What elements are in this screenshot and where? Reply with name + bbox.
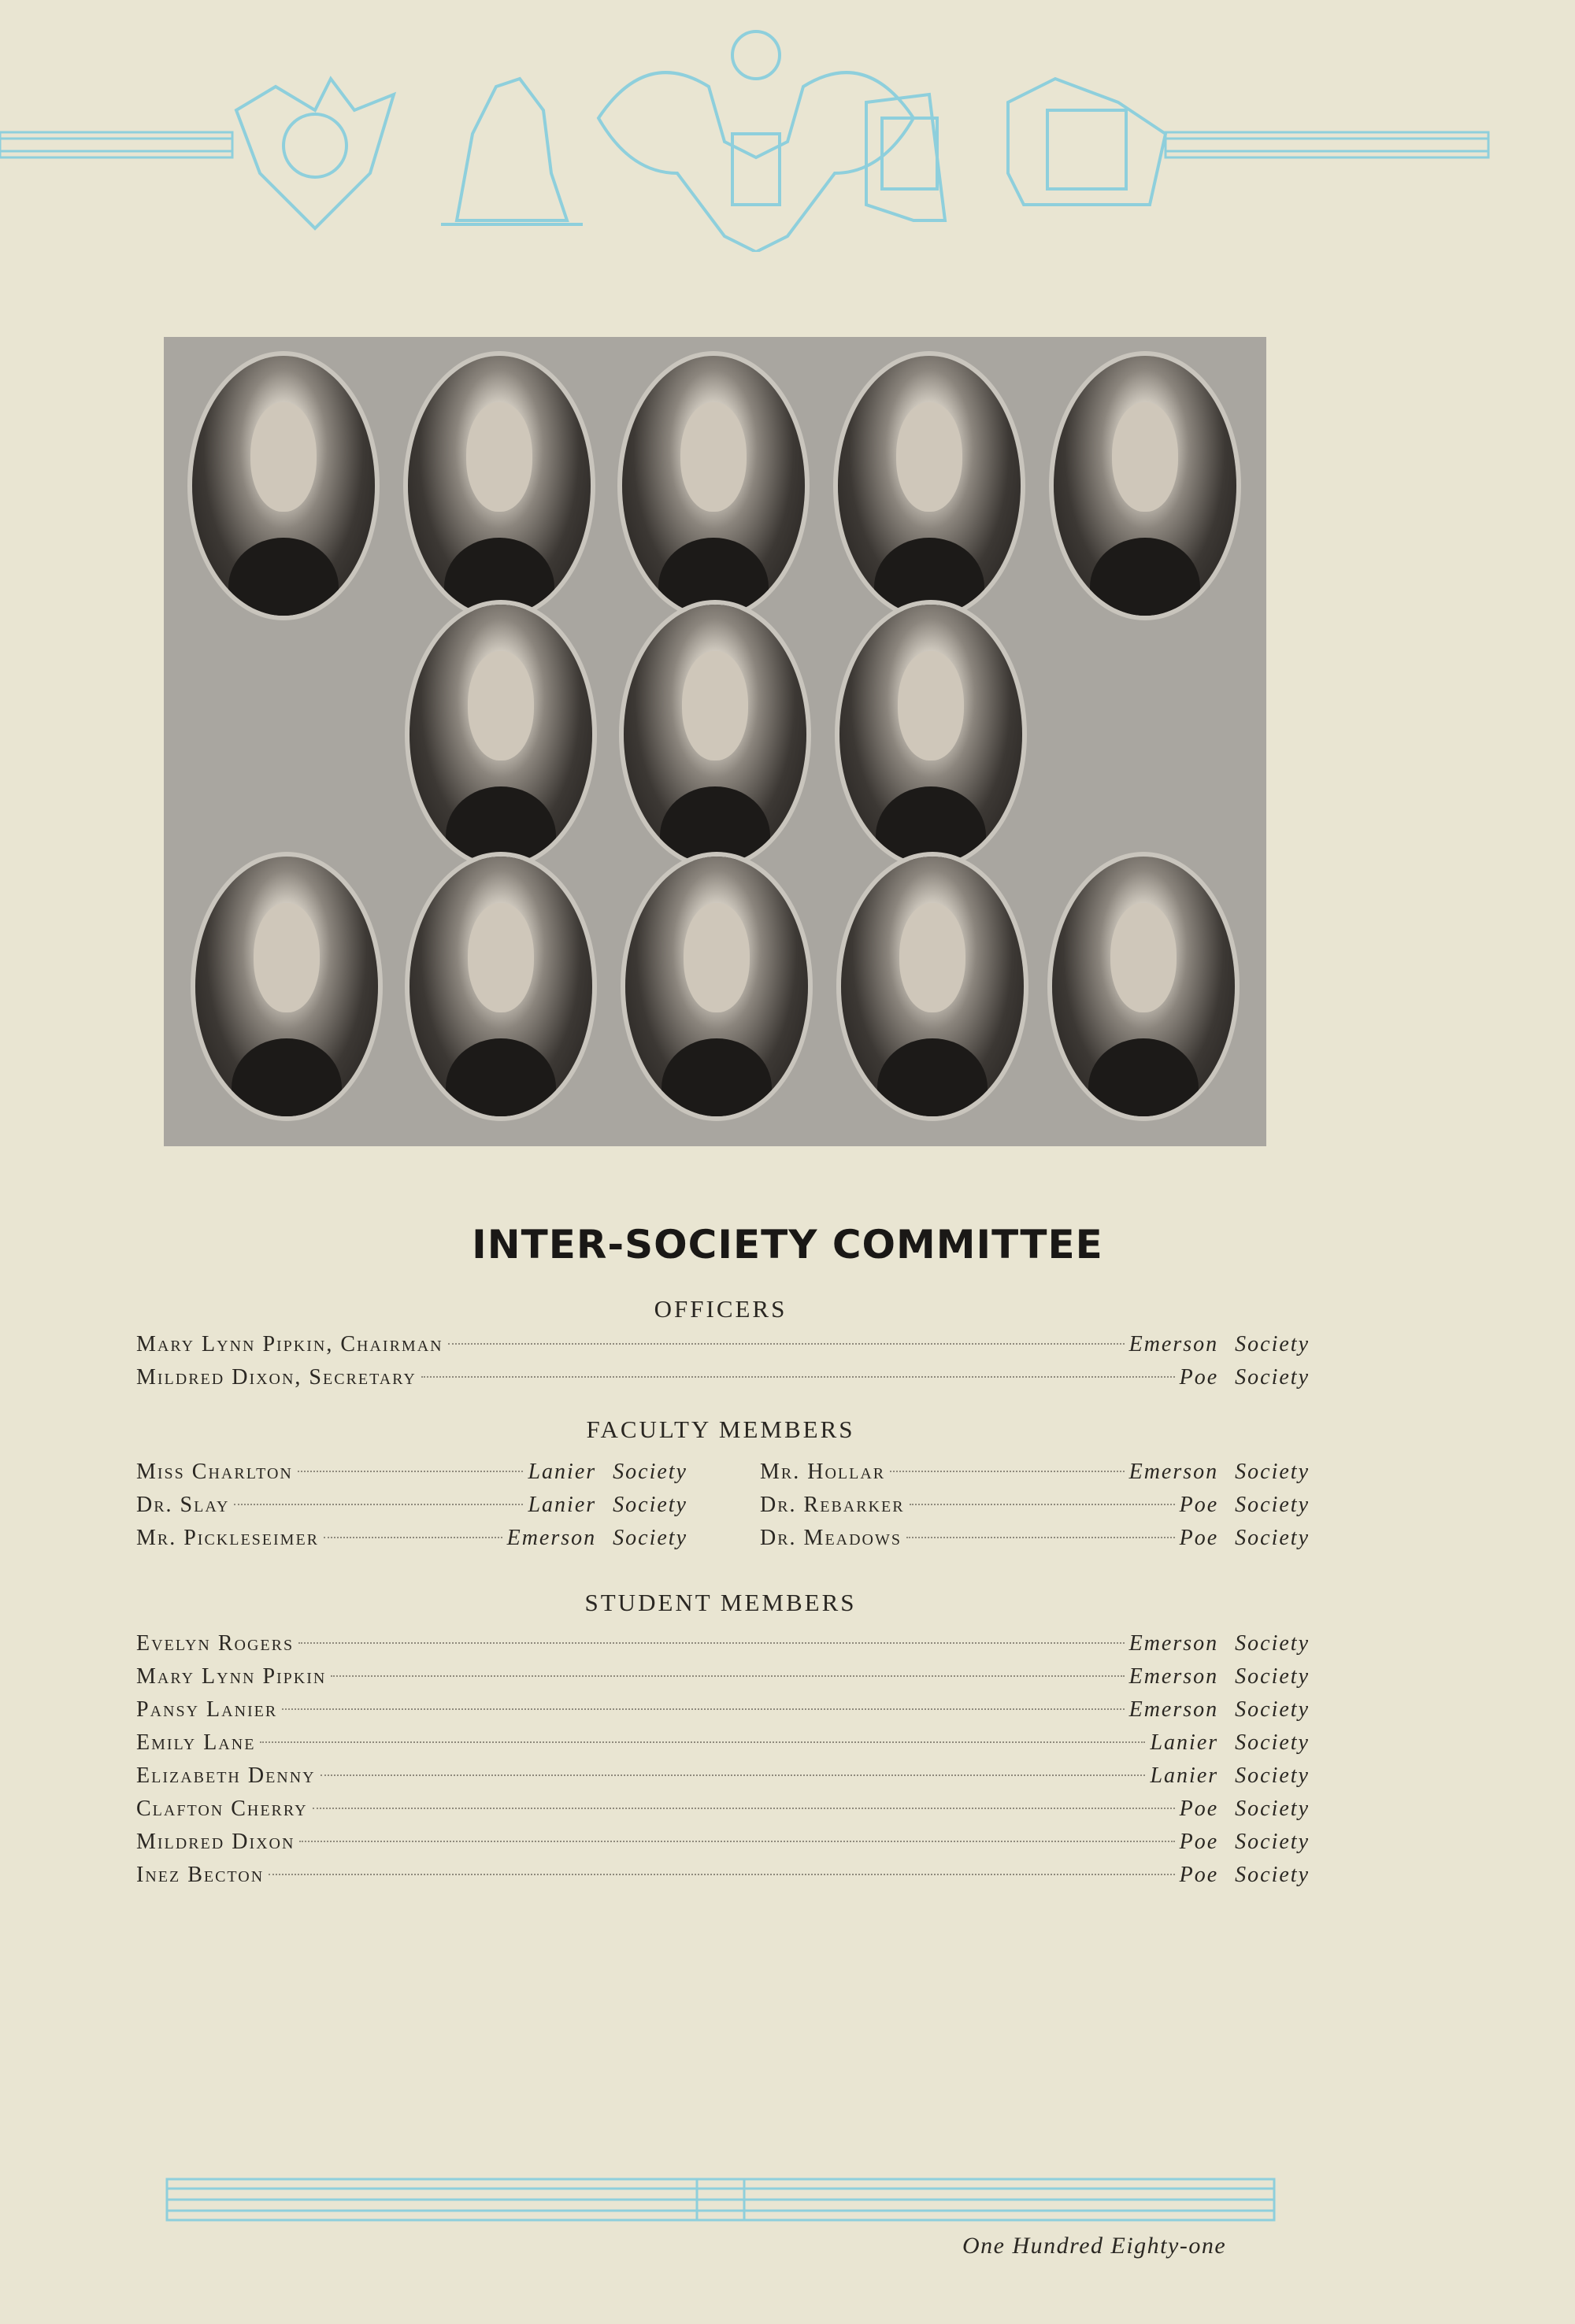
member-name: Elizabeth Denny — [136, 1763, 316, 1788]
student-row — [136, 1727, 1310, 1759]
member-name: Dr. Meadows — [760, 1526, 902, 1550]
portrait-9 — [195, 857, 378, 1116]
student-row — [136, 1760, 1310, 1792]
portrait-1 — [192, 356, 375, 616]
portrait-11 — [625, 857, 808, 1116]
member-name: Mary Lynn Pipkin, Chairman — [136, 1332, 443, 1356]
dot-leader — [282, 1708, 1124, 1710]
bottom-ornamental-rule — [165, 2174, 1276, 2230]
member-name: Clafton Cherry — [136, 1797, 308, 1821]
faculty-row — [136, 1523, 687, 1554]
dot-leader — [234, 1504, 523, 1505]
dot-leader — [331, 1675, 1124, 1677]
member-name: Miss Charlton — [136, 1460, 293, 1484]
dot-leader — [260, 1741, 1145, 1743]
portrait-13 — [1052, 857, 1235, 1116]
portrait-4 — [838, 356, 1021, 616]
students-heading: STUDENT MEMBERS — [584, 1589, 857, 1616]
member-society: Lanier Society — [528, 1460, 687, 1484]
member-name: Mr. Pickleseimer — [136, 1526, 320, 1550]
member-name: Pansy Lanier — [136, 1697, 278, 1722]
member-society: Poe Society — [1179, 1797, 1310, 1821]
member-society: Lanier Society — [1150, 1730, 1310, 1755]
faculty-row — [136, 1456, 687, 1488]
student-row — [136, 1661, 1310, 1693]
member-society: Emerson Society — [1128, 1332, 1310, 1356]
dot-leader — [890, 1471, 1124, 1472]
member-society: Emerson Society — [506, 1526, 687, 1550]
member-name: Evelyn Rogers — [136, 1631, 295, 1656]
dot-leader — [313, 1808, 1175, 1809]
officer-row — [136, 1362, 1310, 1393]
member-society: Poe Society — [1179, 1863, 1310, 1887]
member-name: Dr. Rebarker — [760, 1493, 905, 1517]
dot-leader — [906, 1537, 1175, 1538]
member-name: Mr. Hollar — [760, 1460, 886, 1484]
member-society: Emerson Society — [1128, 1664, 1310, 1689]
portrait-7 — [624, 605, 806, 864]
member-society: Emerson Society — [1128, 1697, 1310, 1722]
member-society: Emerson Society — [1128, 1631, 1310, 1656]
faculty-row — [760, 1490, 1310, 1521]
member-society: Lanier Society — [1150, 1763, 1310, 1788]
top-ornamental-banner — [0, 16, 1575, 252]
member-name: Mildred Dixon, Secretary — [136, 1365, 417, 1390]
member-society: Poe Society — [1179, 1365, 1310, 1390]
dot-leader — [299, 1841, 1174, 1842]
faculty-row — [760, 1523, 1310, 1554]
faculty-heading: FACULTY MEMBERS — [586, 1415, 855, 1443]
member-name: Emily Lane — [136, 1730, 256, 1755]
member-name: Mary Lynn Pipkin — [136, 1664, 327, 1689]
faculty-row — [760, 1456, 1310, 1488]
dot-leader — [269, 1874, 1174, 1875]
student-row — [136, 1826, 1310, 1858]
student-row — [136, 1793, 1310, 1825]
page-title: INTER-SOCIETY COMMITTEE — [472, 1222, 1103, 1267]
portrait-8 — [839, 605, 1022, 864]
member-name: Dr. Slay — [136, 1493, 230, 1517]
student-row — [136, 1860, 1310, 1891]
portrait-12 — [841, 857, 1024, 1116]
member-name: Inez Becton — [136, 1863, 265, 1887]
dot-leader — [448, 1343, 1125, 1345]
officer-row — [136, 1329, 1310, 1360]
member-society: Poe Society — [1179, 1526, 1310, 1550]
page-number: One Hundred Eighty-one — [962, 2233, 1227, 2259]
portrait-5 — [1054, 356, 1236, 616]
member-society: Emerson Society — [1128, 1460, 1310, 1484]
officers-heading: OFFICERS — [654, 1295, 788, 1323]
member-society: Lanier Society — [528, 1493, 687, 1517]
student-row — [136, 1694, 1310, 1726]
dot-leader — [324, 1537, 502, 1538]
student-row — [136, 1628, 1310, 1660]
dot-leader — [421, 1376, 1175, 1378]
dot-leader — [298, 1642, 1125, 1644]
member-society: Poe Society — [1179, 1830, 1310, 1854]
portrait-10 — [410, 857, 592, 1116]
portrait-6 — [410, 605, 592, 864]
faculty-row — [136, 1490, 687, 1521]
portrait-photo-panel — [164, 337, 1266, 1146]
dot-leader — [298, 1471, 524, 1472]
member-name: Mildred Dixon — [136, 1830, 295, 1854]
portrait-2 — [408, 356, 591, 616]
member-society: Poe Society — [1179, 1493, 1310, 1517]
portrait-3 — [622, 356, 805, 616]
dot-leader — [910, 1504, 1175, 1505]
dot-leader — [321, 1774, 1146, 1776]
